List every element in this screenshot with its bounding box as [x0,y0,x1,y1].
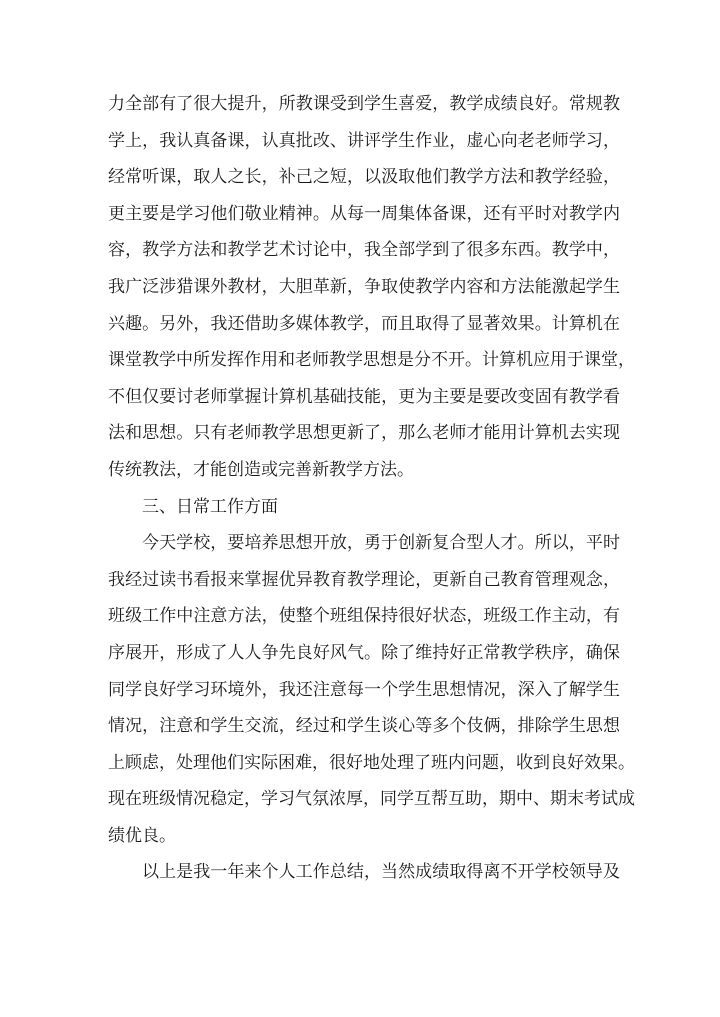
text-line: 课堂教学中所发挥作用和老师教学思想是分不开。计算机应用于课堂， [108,350,635,371]
text-line: 我广泛涉猎课外教材，大胆革新，争取使教学内容和方法能激起学生 [108,276,620,297]
text-line: 我经过读书看报来掌握优异教育教学理论，更新自己教育管理观念， [108,569,620,590]
text-line: 现在班级情况稳定，学习气氛浓厚，同学互帮互助，期中、期末考试成 [108,789,635,810]
text-line: 更主要是学习他们敬业精神。从每一周集体备课，还有平时对教学内 [108,203,620,224]
text-line: 经常听课，取人之长，补己之短，以汲取他们教学方法和教学经验， [108,167,620,188]
text-line: 不但仅要讨老师掌握计算机基础技能，更为主要是要改变固有教学看 [108,386,620,407]
document-body [108,86,635,891]
section-heading: 三、日常工作方面 [142,496,278,517]
text-line: 序展开，形成了人人争先良好风气。除了维持好正常教学秩序，确保 [108,642,620,663]
text-line: 班级工作中注意方法，使整个班组保持很好状态，班级工作主动，有 [108,606,620,627]
text-line: 同学良好学习环境外，我还注意每一个学生思想情况，深入了解学生 [108,679,620,700]
text-line: 兴趣。另外，我还借助多媒体教学，而且取得了显著效果。计算机在 [108,313,620,334]
text-line: 力全部有了很大提升，所教课受到学生喜爱，教学成绩良好。常规教 [108,94,620,114]
text-line: 情况，注意和学生交流，经过和学生谈心等多个伎俩，排除学生思想 [108,716,620,737]
text-line: 容，教学方法和教学艺术讨论中，我全部学到了很多东西。教学中， [108,240,620,261]
text-line: 以上是我一年来个人工作总结，当然成绩取得离不开学校领导及 [142,862,620,883]
text-line: 法和思想。只有老师教学思想更新了，那么老师才能用计算机去实现 [108,423,620,444]
text-line: 绩优良。 [108,825,176,846]
text-line: 学上，我认真备课，认真批改、讲评学生作业，虚心向老老师学习， [108,130,620,151]
text-line: 传统教法，才能创造或完善新教学方法。 [108,459,414,480]
text-line: 上顾虑，处理他们实际困难，很好地处理了班内问题，收到良好效果。 [108,752,635,773]
text-line: 今天学校，要培养思想开放，勇于创新复合型人才。所以，平时 [142,533,620,554]
